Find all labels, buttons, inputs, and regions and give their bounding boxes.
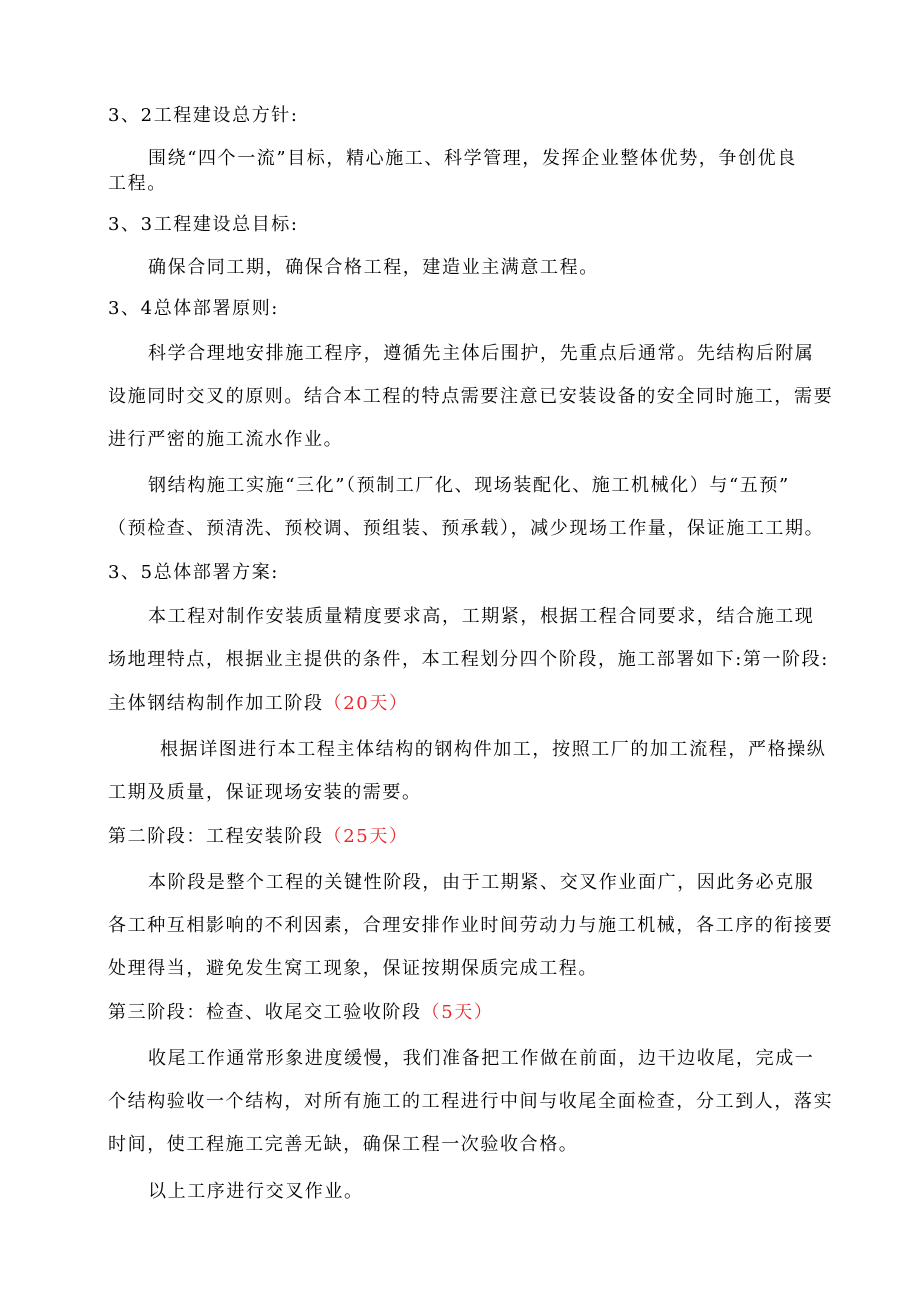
stage-3-paragraph-line-3: 时间，使工程施工完善无缺，确保工程一次验收合格。 [108,1134,579,1155]
stage-3-duration: （5天） [421,1002,494,1023]
section-3-2-paragraph-line-2: 工程。 [108,173,167,194]
section-3-4-heading: 3、4总体部署原则: [108,298,279,319]
stage-3-heading [108,1001,848,1025]
section-3-5-heading: 3、5总体部署方案: [108,562,279,583]
section-3-4-paragraph-1-line-3: 进行严密的施工流水作业。 [108,429,344,450]
stage-1-heading [108,692,848,716]
stage-2-paragraph-line-2: 各工种互相影响的不利因素，合理安排作业时间劳动力与施工机械，各工序的衔接要 [108,915,834,936]
stage-2-title: 第二阶段：工程安装阶段 [108,826,324,847]
stage-1-paragraph-line-1: 根据详图进行本工程主体结构的钢构件加工，按照工厂的加工流程，严格操纵 [160,739,827,760]
section-3-4-paragraph-1-line-2: 设施同时交叉的原则。结合本工程的特点需要注意已安装设备的安全同时施工，需要 [108,386,834,407]
stage-1-paragraph-line-2: 工期及质量，保证现场安装的需要。 [108,782,422,803]
stage-1-title: 主体钢结构制作加工阶段 [108,693,324,714]
stage-3-title: 第三阶段：检查、收尾交工验收阶段 [108,1002,422,1023]
stage-2-paragraph-line-3: 处理得当，避免发生窝工现象，保证按期保质完成工程。 [108,958,598,979]
stage-3-paragraph-line-2: 个结构验收一个结构，对所有施工的工程进行中间与收尾全面检查，分工到人，落实 [108,1091,834,1112]
section-3-4-paragraph-2-line-1: 钢结构施工实施“三化”（预制工厂化、现场装配化、施工机械化）与“五预” [148,475,790,496]
section-3-5-paragraph-line-1: 本工程对制作安装质量精度要求高，工期紧，根据工程合同要求，结合施工现 [148,606,815,627]
section-3-2-paragraph-line-1: 围绕“四个一流”目标，精心施工、科学管理，发挥企业整体优势，争创优良 [148,148,797,169]
section-3-3-paragraph: 确保合同工期，确保合格工程，建造业主满意工程。 [148,257,599,278]
section-3-5-paragraph-line-2: 场地理特点，根据业主提供的条件，本工程划分四个阶段，施工部署如下:第一阶段: [108,649,829,670]
stage-3-paragraph-line-1: 收尾工作通常形象进度缓慢，我们准备把工作做在前面，边干边收尾，完成一 [148,1048,815,1069]
section-3-4-paragraph-2-line-2: （预检查、预清洗、预校调、预组装、预承载），减少现场工作量，保证施工工期。 [108,518,825,539]
section-3-3-heading: 3、3工程建设总目标: [108,214,299,235]
stage-2-duration: （25天） [323,826,409,847]
stage-2-heading [108,825,848,849]
section-3-4-paragraph-1-line-1: 科学合理地安排施工程序，遵循先主体后围护，先重点后通常。先结构后附属 [148,343,815,364]
stage-2-paragraph-line-1: 本阶段是整个工程的关键性阶段，由于工期紧、交叉作业面广，因此务必克服 [148,872,815,893]
section-3-2-heading: 3、2工程建设总方针: [108,105,299,126]
stage-1-duration: （20天） [323,693,409,714]
closing-statement: 以上工序进行交叉作业。 [148,1181,364,1202]
